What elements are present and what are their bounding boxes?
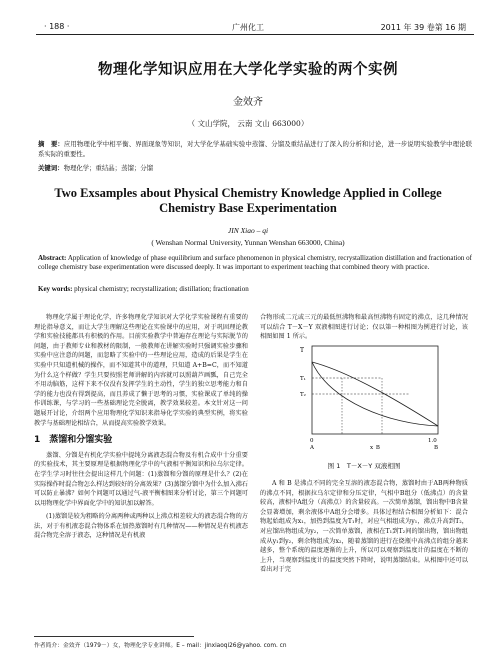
figure-1-caption: 图 1 T－X－Y 双液相图: [327, 462, 401, 470]
phase-diagram-figure: [290, 342, 450, 450]
keywords-en-label: Key words:: [38, 285, 73, 293]
title-en: Two Exsamples about Physical Chemistry Knowledge Applied in College Chemistry Base Experimentation: [54, 186, 442, 215]
section-1-title: 1 蒸馏和分馏实验: [34, 435, 113, 446]
label-t2: T₂: [300, 392, 306, 398]
section-1-paragraph-2: (1)蒸馏是较为粗略的分离两种或两种以上沸点相差较大的液态混合物的方法，对于有机液态混合物体系在加热蒸馏时有几种情况——种情况是有机液态混合物完全溶于液态，这种情况是有机液: [34, 513, 248, 540]
right-column-top: [260, 313, 468, 342]
keywords-en: [38, 285, 472, 294]
author-zh: 金效齐: [233, 97, 263, 108]
abstract-zh-text: 应用物理化学中相平衡、界面现象等知识，对大学化学基础实验中蒸馏、分馏及重结晶进行了深入的分析和讨论，进一步说明实验教学中理论联系实际的重要性。: [38, 140, 473, 158]
right-column-bottom: [260, 479, 468, 575]
diagram-frame: [312, 346, 438, 434]
label-one: 1.0: [428, 438, 437, 444]
journal-name: 广州化工: [232, 23, 264, 32]
label-component-b: B: [434, 445, 439, 450]
page-number: · 188 ·: [44, 22, 70, 31]
right-paragraph-1: 合物形成二元或三元的最低恒沸物和最高恒沸物有固定的沸点，这几种情况可以结合 T－X－Y 双液相图进行讨论；仅以第一种相图为例进行讨论，该相图如图 1 所示。: [260, 314, 468, 341]
affiliation-en: ( Wenshan Normal University, Yunnan Wenshan 663000, China): [151, 238, 345, 247]
abstract-zh: [38, 139, 472, 159]
label-zero: 0: [310, 438, 314, 444]
abstract-en-text: Application of knowledge of phase equilibrium and surface phenomenon in physical chemistry, recrystallization distillation and fractionation of college chemistry base experimentation were discussed deeply. It was important to experiment teaching that combined theory with practice.: [38, 254, 472, 271]
keywords-en-text: physical chemistry; recrystallization; distillation; fractionation: [74, 285, 249, 293]
label-t1: T₁: [300, 376, 306, 382]
issue-info: 2011 年 39 卷第 16 期: [380, 23, 466, 32]
author-footnote: 作者简介：金效齐（1979－）女，物理化学专业讲师。E – mail：jinxiaoqi26@yahoo. com. cn: [34, 643, 287, 649]
axis-label-xb: x_B: [370, 445, 380, 450]
affiliation-zh: （ 文山学院， 云南 文山 663000）: [187, 119, 309, 128]
header-rule: [36, 34, 474, 35]
intro-paragraph: 物理化学属于理论化学，许多物理化学知识对大学化学实验课程有重要的理论指导意义，而让大学生理解这些理论在实验课中的应用，对于巩固理论教学和实验技能都具有积极的作用。目前实验教学中普遍存在理论与实际脱节的问题，由于教师专业和教材的限制，一般教师在讲解实验时只强调实验步骤和实验中应注意的问题，而忽略了实验中的一些理论应用，造成的后果是学生在实验中只知道机械的操作，而不知道其中的道理，只知道 A+B=C，而不知道为什么这个样做？学生只要按照老师讲解的内容就可以照葫芦画瓢，自己完全不用动脑筋，这样下来不仅没有发挥学生的主动性，学生的独立思考能力和自学的能力也没有得到提高，而且养成了懒于思考的习惯，实验课成了单纯的操作训练课，与学习的一些基础理论完全脱离，教学效果较差。本文针对这一问题展开讨论，介绍两个应用物理化学知识来指导化学实验的典型实例，将实验教学与基础理论相结合，从而提高实验教学效果。: [34, 314, 248, 427]
keywords-zh: [38, 163, 472, 173]
label-component-a: A: [310, 445, 314, 450]
abstract-en-label: Abstract:: [38, 254, 67, 262]
abstract-en: [38, 254, 472, 272]
left-column: [34, 313, 248, 541]
right-paragraph-2: A 和 B 是沸点不同的完全互溶的液态混合物，蒸馏时由于AB两种物质的沸点不同，根据拉乌尔定律和分压定律，气相中B组分（低沸点）的含量较高，液相中A组分（高沸点）的含量较高。一次简单蒸馏，馏出物中B含量会显著增加，剩余液体中A组分会增多。具体过程结合相图分析如下：混合物起始组成为x₁，加热到温度为T₁时，对应气相组成为y₁，沸点升高到T₂，对应馏出物组成为y₂，一次简单蒸馏，液相在T₁到T₂间的馏出物，馏出物组成从y₁到y₂，剩余物组成为x₂，随着蒸馏的进行在烧瓶中高沸点的组分越来越多，整个系统的温度逐渐的上升，所以可以观察到温度计的温度在不断的上升，当观察到温度计的温度突然下降时，说明蒸馏结束。从相图中还可以看出对于完: [260, 480, 468, 574]
keywords-zh-label: 关键词：: [38, 164, 64, 172]
keywords-zh-text: 物理化学；重结晶；蒸馏；分馏: [63, 164, 154, 172]
abstract-zh-label: 摘 要：: [38, 140, 64, 148]
author-en: JIN Xiao – qi: [227, 226, 269, 235]
section-1-paragraph-1: 蒸馏、分馏是有机化学实验中提纯分离液态混合物及有机合成中十分重要的实验技术，其主要原理是根据物理化学中的气液相平衡知识和拉乌尔定律。在学生学习时往往会提出这样几个问题：(1)蒸馏和分馏的原理是什么？(2)在实际操作时混合物怎么样达到较好的分离效果？(3)蒸馏分馏中为什么加入沸石可以防止暴沸？如何个问题可以通过气-液平衡相图来分析讨论，第三个问题可以用物理化学中界面化学中的知识加以解答。: [34, 451, 248, 507]
axis-label-t: T: [300, 347, 305, 354]
title-zh: 物理化学知识应用在大学化学实验的两个实例: [98, 62, 398, 78]
footnote-rule: [34, 636, 194, 637]
